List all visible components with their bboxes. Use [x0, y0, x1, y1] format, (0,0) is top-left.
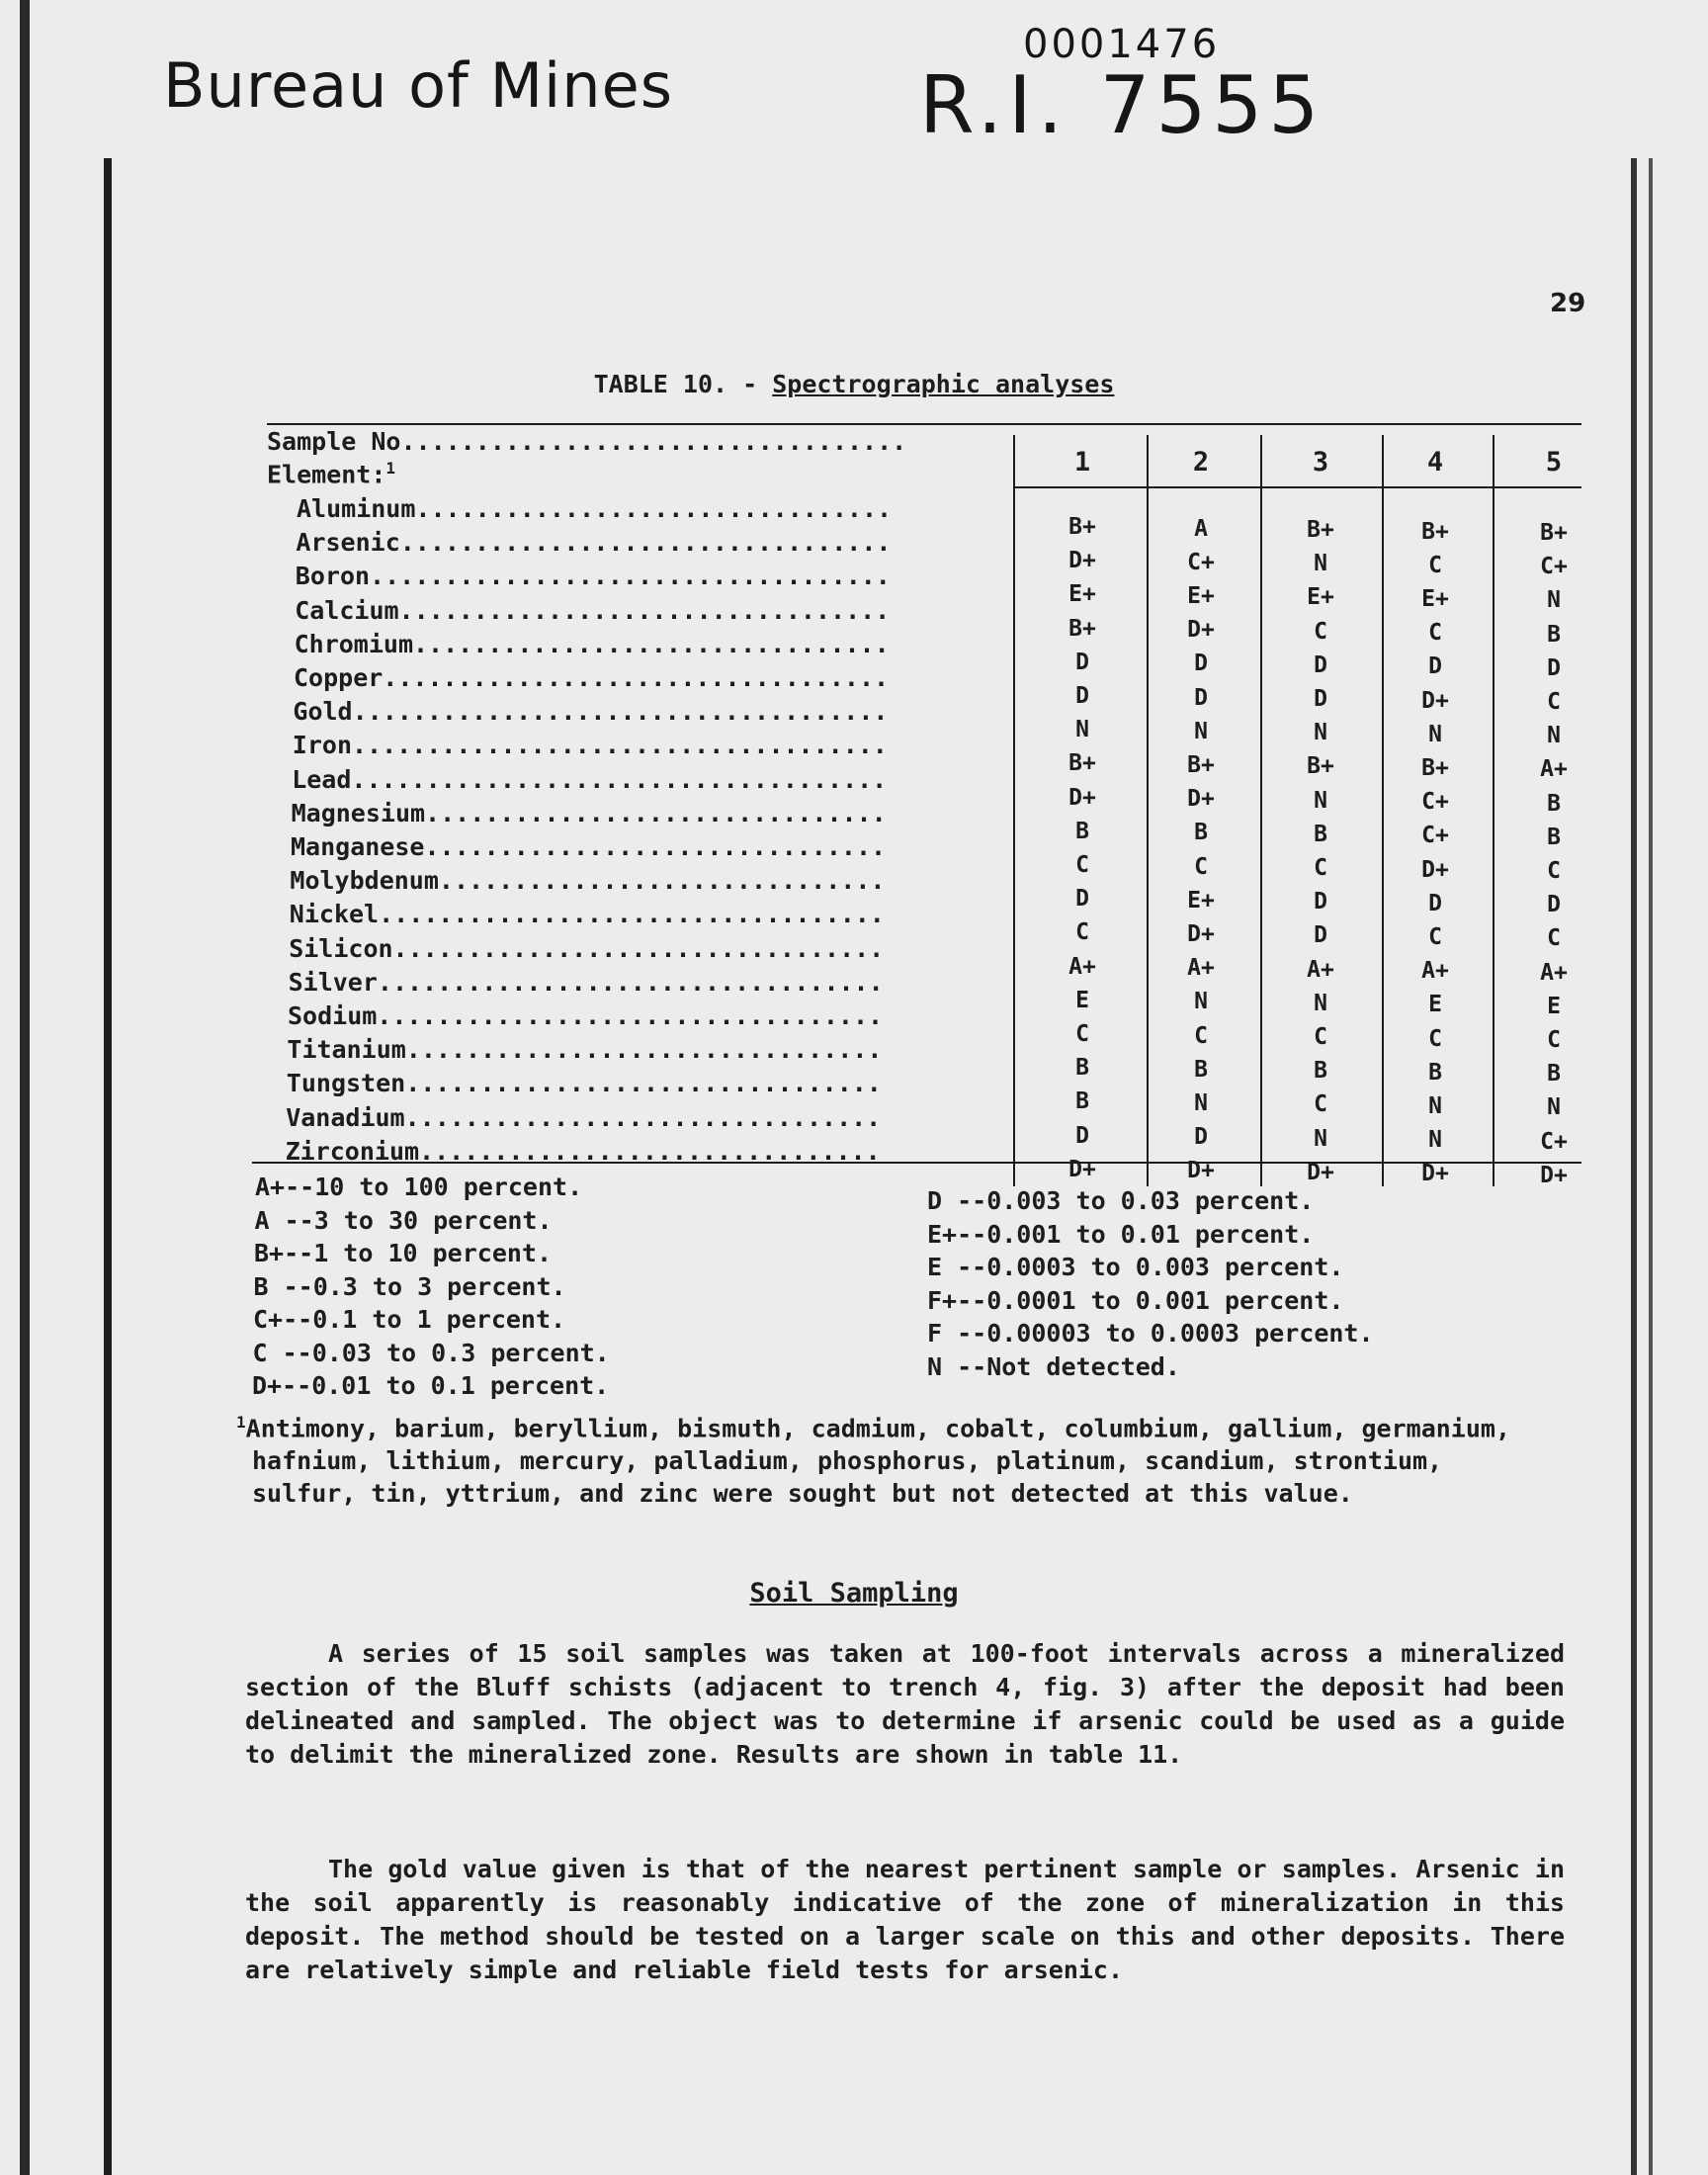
legend-entry: C --0.03 to 0.3 percent.: [252, 1338, 610, 1367]
element-name: Aluminum................................: [297, 494, 893, 523]
element-value: A+: [1307, 956, 1334, 983]
section-heading: [0, 1578, 1708, 1609]
element-value: A+: [1187, 955, 1215, 982]
element-value: B+: [1421, 518, 1449, 545]
element-value: B+: [1307, 517, 1334, 543]
element-name: Gold....................................: [293, 697, 889, 727]
page-edge-left: [20, 0, 30, 2175]
element-value: N: [1194, 1089, 1208, 1116]
element-value: D: [1075, 649, 1089, 675]
element-value: C: [1194, 853, 1208, 880]
element-value: D: [1547, 892, 1561, 918]
element-value: D+: [1187, 786, 1215, 813]
element-name: Chromium................................: [294, 629, 890, 658]
element-value: C: [1194, 1022, 1208, 1049]
legend-entry: A+--10 to 100 percent.: [255, 1173, 583, 1201]
element-value: B: [1194, 1056, 1208, 1083]
table-top-rule: [267, 423, 1581, 425]
element-value: N: [1428, 721, 1442, 747]
paragraph-2: [245, 1853, 1565, 1987]
element-name: Silicon.................................: [289, 933, 885, 963]
element-value: B: [1547, 790, 1561, 817]
column-header-4: 4: [1426, 447, 1444, 478]
element-name: Magnesium...............................: [291, 798, 887, 827]
element-name: Molybdenum..............................: [290, 866, 886, 896]
element-value: C: [1547, 689, 1561, 715]
element-value: B: [1075, 1088, 1089, 1115]
element-value: A+: [1540, 959, 1568, 986]
element-value: D+: [1187, 617, 1215, 644]
table-column-divider: [1382, 435, 1384, 1186]
element-value: B: [1075, 1055, 1089, 1082]
element-value: B: [1194, 820, 1208, 846]
element-value: A: [1194, 515, 1208, 542]
element-value: C: [1428, 1025, 1442, 1052]
element-value: C+: [1540, 1128, 1568, 1155]
legend-entry: E --0.0003 to 0.003 percent.: [927, 1253, 1344, 1281]
element-value: D: [1075, 683, 1089, 709]
legend-entry: B --0.3 to 3 percent.: [253, 1271, 566, 1301]
element-value: B: [1075, 818, 1089, 844]
element-value: C: [1314, 1091, 1327, 1118]
element-value: N: [1314, 1125, 1327, 1152]
element-value: N: [1428, 1127, 1442, 1154]
binding-line-left: [104, 158, 112, 2175]
footnote-text: Antimony, barium, beryllium, bismuth, cadmium, cobalt, columbium, gallium, germanium, hafnium, lithium, mercury, palladium, phosphorus, platinum, scandium, strontium, sulfur, tin, yttrium, and zinc were sought but not detected at this value.: [245, 1414, 1510, 1509]
element-value: D+: [1307, 1159, 1334, 1185]
element-value: B+: [1187, 751, 1215, 778]
element-name: Calcium.................................: [295, 595, 891, 625]
element-value: D+: [1421, 856, 1449, 883]
legend-entry: B+--1 to 10 percent.: [254, 1239, 553, 1267]
element-value: B: [1547, 824, 1561, 850]
element-value: E+: [1068, 581, 1096, 608]
element-value: D: [1547, 654, 1561, 681]
element-name: Silver..................................: [288, 967, 884, 997]
element-value: B: [1428, 1059, 1442, 1086]
legend-entry: D+--0.01 to 0.1 percent.: [252, 1371, 610, 1400]
element-value: N: [1314, 551, 1327, 577]
column-header-3: 3: [1312, 447, 1329, 478]
element-value: D+: [1187, 920, 1215, 947]
element-value: A+: [1540, 756, 1568, 783]
legend-entry: A --3 to 30 percent.: [254, 1205, 553, 1235]
table-header-rule: [1013, 486, 1581, 488]
legend-entry: C+--0.1 to 1 percent.: [253, 1305, 566, 1334]
element-value: C: [1428, 620, 1442, 647]
element-value: C+: [1187, 549, 1215, 575]
column-header-2: 2: [1192, 447, 1210, 478]
handwritten-report-number: R.I. 7555: [919, 59, 1325, 151]
element-value: C: [1428, 552, 1442, 578]
element-value: C: [1547, 925, 1561, 952]
element-value: C: [1075, 919, 1089, 946]
column-header-5: 5: [1545, 447, 1563, 478]
element-value: N: [1428, 1092, 1442, 1119]
element-value: E+: [1187, 582, 1215, 609]
legend-entry: E+--0.001 to 0.01 percent.: [927, 1219, 1315, 1249]
section-heading-text: Soil Sampling: [749, 1578, 959, 1609]
element-value: D+: [1068, 1156, 1096, 1182]
element-name: Iron....................................: [292, 731, 888, 760]
table-column-divider: [1493, 435, 1494, 1186]
handwritten-bureau-label: Bureau of Mines: [163, 49, 674, 122]
element-name: Lead....................................: [292, 764, 888, 794]
element-footnote-mark: 1: [385, 459, 396, 478]
element-value: N: [1314, 720, 1327, 746]
element-value: N: [1075, 717, 1089, 743]
element-value: B: [1547, 621, 1561, 648]
element-value: D: [1194, 684, 1208, 711]
element-value: A+: [1421, 958, 1449, 985]
column-header-1: 1: [1073, 447, 1091, 478]
element-name: Zirconium...............................: [285, 1136, 881, 1166]
paragraph-2-text: The gold value given is that of the nearest pertinent sample or samples. Arsenic in the soil apparently is reasonably indicative of the zone of mineralization in this deposit. The method should be tested on a larger scale on this and other deposits. There are relatively simple and reliable field tests for arsenic.: [245, 1855, 1565, 1984]
element-name: Vanadium................................: [286, 1102, 882, 1132]
element-name: Nickel..................................: [289, 900, 885, 929]
sample-number-label: Sample No..................................: [267, 427, 907, 456]
table-title: [0, 370, 1708, 398]
element-value: N: [1194, 718, 1208, 744]
element-value: E: [1075, 987, 1089, 1013]
element-value: B: [1547, 1061, 1561, 1088]
element-value: B+: [1068, 514, 1096, 540]
element-value: D+: [1068, 784, 1096, 811]
element-value: D+: [1187, 1158, 1215, 1184]
element-name: Boron...................................: [295, 562, 891, 591]
element-value: D: [1075, 886, 1089, 913]
element-value: E: [1428, 992, 1442, 1018]
paragraph-1: [245, 1637, 1565, 1772]
element-value: C: [1547, 1027, 1561, 1053]
element-value: N: [1547, 1094, 1561, 1121]
element-value: D: [1194, 1124, 1208, 1151]
legend-entry: F --0.00003 to 0.0003 percent.: [927, 1319, 1374, 1348]
element-value: C: [1314, 1024, 1327, 1050]
element-value: C: [1314, 618, 1327, 645]
legend-entry: F+--0.0001 to 0.001 percent.: [927, 1285, 1344, 1315]
element-value: C: [1428, 923, 1442, 950]
element-value: D: [1314, 922, 1327, 949]
element-value: E+: [1421, 585, 1449, 612]
element-value: C+: [1540, 554, 1568, 580]
element-value: B: [1314, 821, 1327, 847]
element-value: C: [1314, 855, 1327, 881]
page-number: 29: [1550, 289, 1586, 318]
element-value: N: [1547, 587, 1561, 614]
element-value: E: [1547, 993, 1561, 1019]
footnote-mark: 1: [236, 1413, 246, 1432]
element-value: D+: [1068, 548, 1096, 574]
element-value: N: [1547, 723, 1561, 749]
element-name: Copper..................................: [294, 663, 890, 692]
element-value: D: [1314, 686, 1327, 712]
element-name: Manganese...............................: [291, 832, 887, 861]
element-value: D: [1194, 651, 1208, 677]
element-value: D: [1428, 890, 1442, 916]
table-title-text: Spectrographic analyses: [772, 370, 1115, 398]
element-value: C: [1075, 852, 1089, 878]
page-edge-right: [1631, 158, 1637, 2175]
table-column-divider: [1260, 435, 1262, 1186]
element-name: Titanium................................: [287, 1035, 883, 1065]
element-value: D: [1314, 652, 1327, 678]
element-value: E+: [1307, 584, 1334, 611]
element-value: C: [1547, 858, 1561, 884]
element-name: Arsenic.................................: [296, 528, 892, 558]
element-value: D: [1075, 1122, 1089, 1149]
element-value: B+: [1421, 754, 1449, 781]
element-value: N: [1194, 989, 1208, 1015]
element-value: E+: [1187, 887, 1215, 914]
page-edge-right-shadow: [1649, 158, 1653, 2175]
handwritten-document-number: 0001476: [1023, 22, 1221, 67]
paragraph-1-text: A series of 15 soil samples was taken at 100-foot intervals across a mineralized section of the Bluff schists (adjacent to trench 4, fig. 3) after the deposit had been delineated and sampled. The object was to determine if arsenic could be used as a guide to delimit the mineralized zone. Results are shown in table 11.: [245, 1639, 1565, 1769]
element-value: D+: [1540, 1162, 1568, 1188]
element-value: C+: [1421, 823, 1449, 849]
element-value: D: [1314, 889, 1327, 915]
legend-entry: N --Not detected.: [927, 1351, 1180, 1381]
element-value: N: [1314, 787, 1327, 814]
element-label: Element:$^1$: [267, 459, 396, 489]
element-value: D+: [1421, 1161, 1449, 1187]
element-value: B+: [1068, 615, 1096, 642]
element-value: C+: [1421, 789, 1449, 816]
element-value: B: [1314, 1058, 1327, 1085]
element-value: B+: [1068, 750, 1096, 777]
footnote: [236, 1406, 1537, 1510]
element-name: Tungsten................................: [286, 1069, 882, 1098]
element-value: D+: [1421, 687, 1449, 714]
element-value: B+: [1540, 520, 1568, 546]
table-column-divider: [1013, 435, 1015, 1186]
element-value: C: [1075, 1021, 1089, 1047]
element-value: A+: [1068, 953, 1096, 980]
element-value: N: [1314, 990, 1327, 1016]
table-title-prefix: TABLE 10. -: [593, 370, 773, 398]
element-name: Sodium..................................: [288, 1001, 884, 1030]
table-column-divider: [1147, 435, 1149, 1186]
legend-entry: D --0.003 to 0.03 percent.: [927, 1186, 1315, 1215]
element-value: D: [1428, 653, 1442, 680]
element-value: B+: [1307, 753, 1334, 780]
